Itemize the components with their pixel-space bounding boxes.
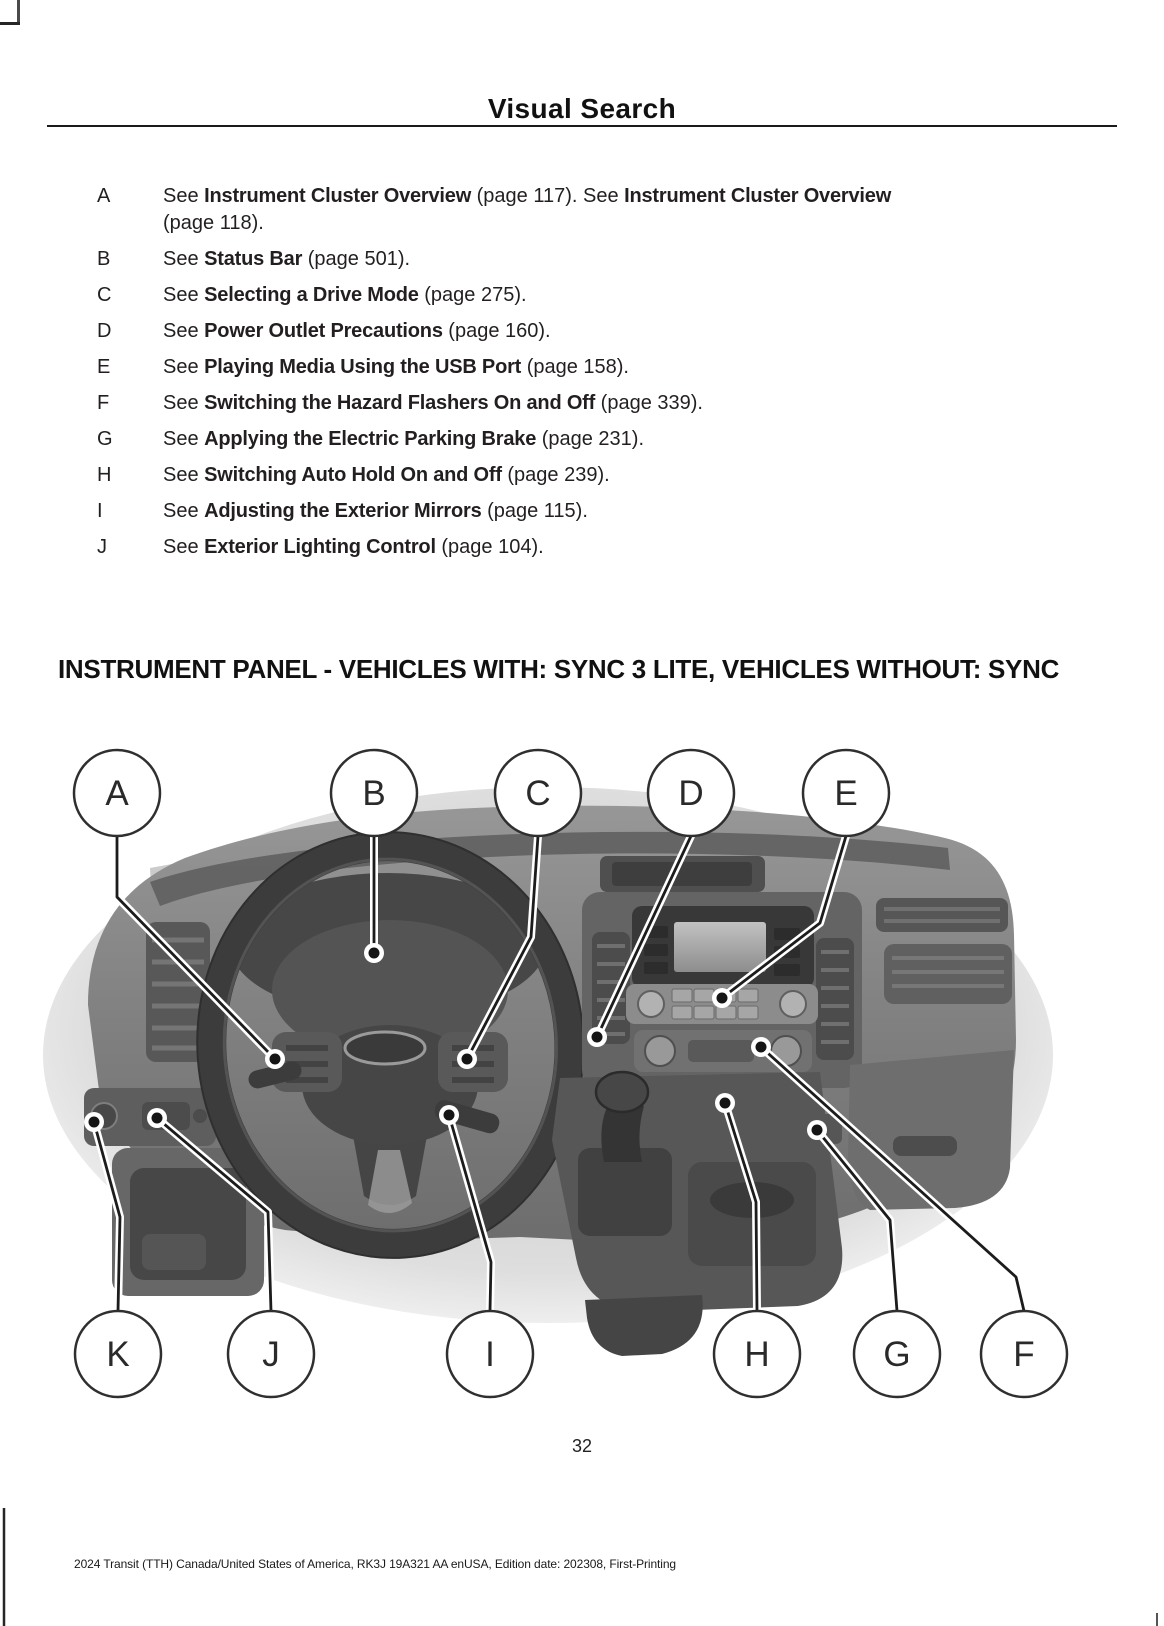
list-item-text: See Switching the Hazard Flashers On and Off (page 339). xyxy=(163,392,703,414)
list-item-text: See Status Bar (page 501). xyxy=(163,248,411,270)
center-console xyxy=(552,1072,842,1356)
list-item-letter: B xyxy=(97,248,111,270)
list-item-text: See Switching Auto Hold On and Off (page 239). xyxy=(163,464,610,486)
list-item-letter: F xyxy=(97,392,110,414)
page-number: 32 xyxy=(571,1436,593,1456)
list-item-text: See Playing Media Using the USB Port (page 158). xyxy=(163,356,629,378)
ford-badge xyxy=(345,1032,425,1064)
list-item-text: See Adjusting the Exterior Mirrors (page 115). xyxy=(163,500,588,522)
list-item-e xyxy=(97,354,1017,381)
callout-h xyxy=(714,1311,800,1397)
list-item-letter: C xyxy=(97,284,112,306)
callout-b xyxy=(331,750,417,836)
touchscreen xyxy=(674,922,766,972)
list-item-b xyxy=(97,246,1017,273)
callout-d xyxy=(648,750,734,836)
list-item-text: See Applying the Electric Parking Brake (page 231). xyxy=(163,428,645,450)
callout-i xyxy=(447,1311,533,1397)
svg-text:G: G xyxy=(883,1335,911,1374)
svg-text:J: J xyxy=(262,1335,280,1374)
svg-text:I: I xyxy=(485,1335,495,1374)
svg-text:D: D xyxy=(678,774,704,813)
page-title: Visual Search xyxy=(487,92,677,124)
callout-j xyxy=(228,1311,314,1397)
list-item-letter: E xyxy=(97,356,111,378)
list-item-a xyxy=(97,183,1017,237)
svg-text:E: E xyxy=(834,774,858,813)
visual-search-list xyxy=(97,183,1017,570)
section-heading: INSTRUMENT PANEL - VEHICLES WITH: SYNC 3 LITE, VEHICLES WITHOUT: SYNC xyxy=(58,653,1060,684)
list-item-j xyxy=(97,534,1017,561)
svg-text:F: F xyxy=(1013,1335,1035,1374)
list-item-g xyxy=(97,426,1017,453)
svg-text:C: C xyxy=(525,774,551,813)
svg-text:H: H xyxy=(744,1335,770,1374)
callout-a xyxy=(74,750,160,836)
list-item-letter: H xyxy=(97,464,112,486)
title-rule xyxy=(47,125,1117,127)
svg-text:A: A xyxy=(105,774,129,813)
list-item-text: See Exterior Lighting Control (page 104). xyxy=(163,536,544,558)
svg-text:K: K xyxy=(106,1335,130,1374)
list-item-text: See Power Outlet Precautions (page 160). xyxy=(163,320,551,342)
list-item-text: See Instrument Cluster Overview (page 117). See Instrument Cluster Overview (page 118). xyxy=(163,185,892,234)
callout-k xyxy=(75,1311,161,1397)
callout-c xyxy=(495,750,581,836)
list-item-letter: J xyxy=(97,536,107,558)
dashboard-photo xyxy=(43,787,1053,1356)
svg-text:B: B xyxy=(362,774,386,813)
list-item-letter: A xyxy=(97,185,111,207)
list-item-f xyxy=(97,390,1017,417)
list-item-letter: G xyxy=(97,428,113,450)
list-item-i xyxy=(97,498,1017,525)
glovebox-handle xyxy=(893,1136,957,1156)
list-item-letter: D xyxy=(97,320,112,342)
callout-f xyxy=(981,1311,1067,1397)
shifter-knob xyxy=(596,1072,648,1112)
callout-e xyxy=(803,750,889,836)
list-item-h xyxy=(97,462,1017,489)
footer-imprint: 2024 Transit (TTH) Canada/United States of America, RK3J 19A321 AA enUSA, Edition date: 202308, First-Printing xyxy=(74,1557,676,1571)
list-item-d xyxy=(97,318,1017,345)
list-item-text: See Selecting a Drive Mode (page 275). xyxy=(163,284,527,306)
list-item-letter: I xyxy=(97,500,103,522)
list-item-c xyxy=(97,282,1017,309)
callout-g xyxy=(854,1311,940,1397)
